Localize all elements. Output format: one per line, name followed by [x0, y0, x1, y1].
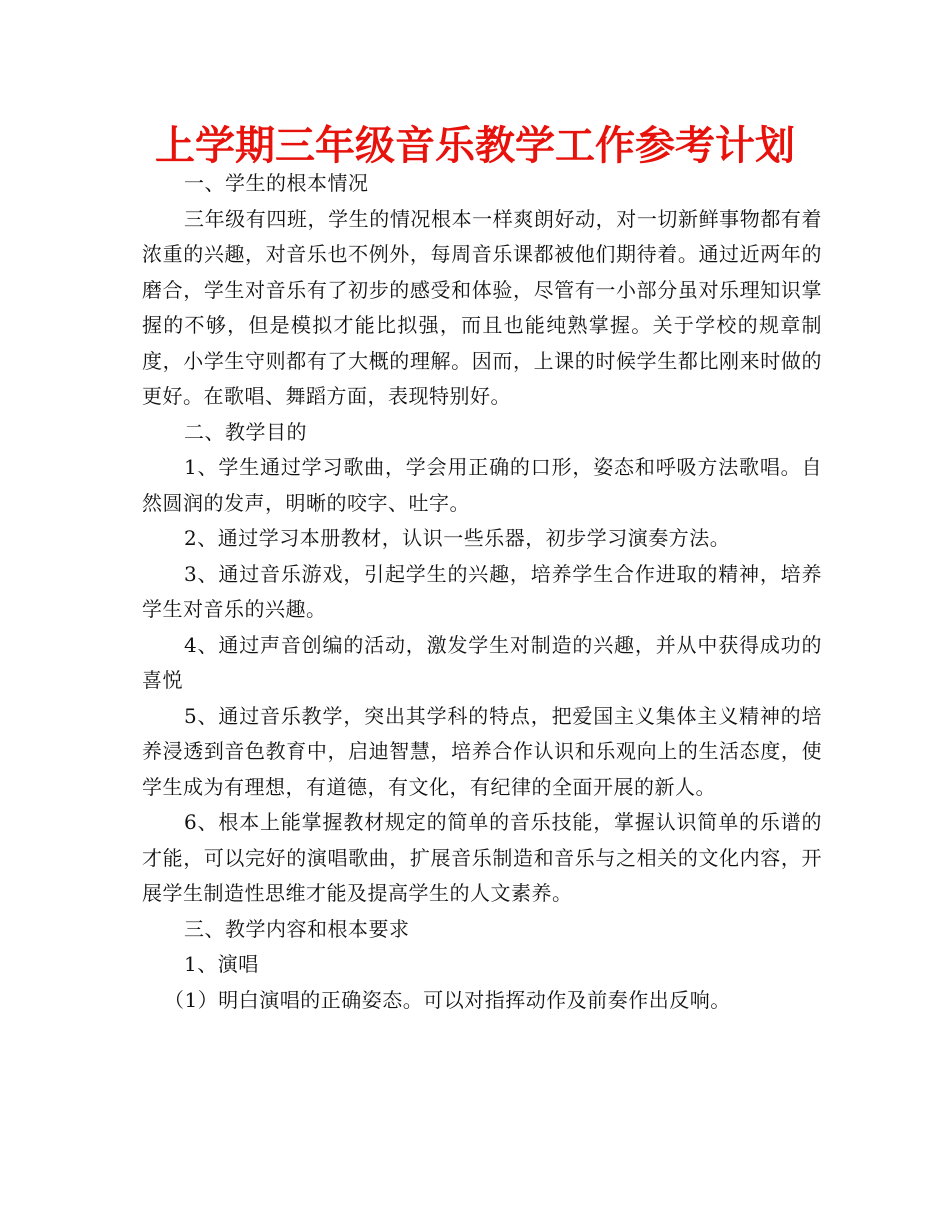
goal-item-6: 6、根本上能掌握教材规定的简单的音乐技能，掌握认识简单的乐谱的才能，可以完好的演唱歌曲，扩展音乐制造和音乐与之相关的文化内容，开展学生制造性思维才能及提高学生的人文素养。 — [142, 810, 822, 905]
section-heading-1: 一、学生的根本情况 — [184, 171, 369, 195]
section-heading-3: 三、教学内容和根本要求 — [184, 916, 410, 941]
content-item-1: 1、演唱 — [184, 952, 259, 976]
goal-item-4: 4、通过声音创编的活动，激发学生对制造的兴趣，并从中获得成功的喜悦 — [142, 632, 822, 692]
content-subitem-1: （1）明白演唱的正确姿态。可以对指挥动作及前奏作出反响。 — [164, 987, 731, 1012]
goal-item-2: 2、通过学习本册教材，认识一些乐器，初步学习演奏方法。 — [184, 526, 731, 550]
document-title: 上学期三年级音乐教学工作参考计划 — [155, 123, 795, 169]
document-body — [142, 166, 822, 1018]
goal-item-1: 1、学生通过学习歌曲，学会用正确的口形，姿态和呼吸方法歌唱。自然圆润的发声，明晰的咬字、吐字。 — [142, 455, 822, 515]
paragraph-student-situation: 三年级有四班，学生的情况根本一样爽朗好动，对一切新鲜事物都有着浓重的兴趣，对音乐也不例外，每周音乐课都被他们期待着。通过近两年的磨合，学生对音乐有了初步的感受和体验，尽管有一小部分虽对乐理知识掌握的不够，但是模拟才能比拟强，而且也能纯熟掌握。关于学校的规章制度，小学生守则都有了大概的理解。因而，上课的时候学生都比刚来时做的更好。在歌唱、舞蹈方面，表现特别好。 — [142, 206, 822, 408]
section-heading-2: 二、教学目的 — [184, 419, 307, 444]
goal-item-3: 3、通过音乐游戏，引起学生的兴趣，培养学生合作进取的精神，培养学生对音乐的兴趣。 — [142, 561, 822, 621]
goal-item-5: 5、通过音乐教学，突出其学科的特点，把爱国主义集体主义精神的培养浸透到音色教育中，启迪智慧，培养合作认识和乐观向上的生活态度，使学生成为有理想，有道德，有文化，有纪律的全面开展的新人。 — [142, 703, 822, 799]
